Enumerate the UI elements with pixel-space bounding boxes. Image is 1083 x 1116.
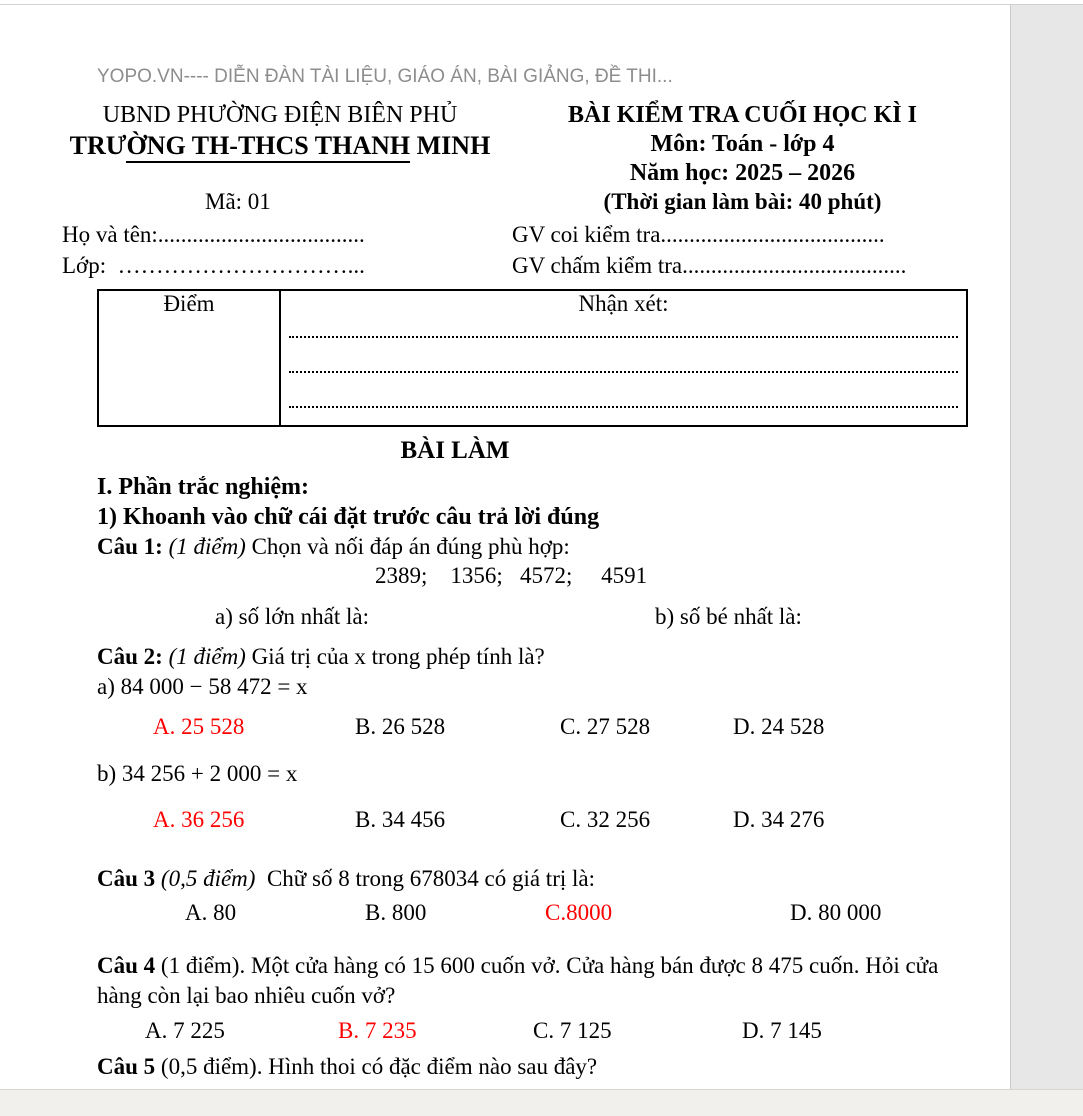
comment-dotted-line — [289, 317, 958, 338]
option-c: C.8000 — [545, 900, 613, 925]
question-4 — [97, 951, 972, 1011]
question-5 — [97, 1052, 972, 1082]
document-page — [0, 5, 1011, 1089]
header-left-block — [20, 100, 540, 216]
instruction-line: 1) Khoanh vào chữ cái đặt trước câu trả lời đúng — [97, 504, 600, 530]
question-1 — [97, 532, 972, 562]
header-right-block — [540, 100, 945, 216]
info-row-1 — [0, 219, 1010, 250]
score-table — [97, 289, 968, 427]
viewer-bottom-bar — [0, 1089, 1083, 1116]
school-name-underlined: ỜNG TH-THCS THANH — [126, 131, 410, 163]
school-name — [20, 130, 540, 162]
student-class-line: Lớp: …………………………... — [62, 253, 365, 278]
question-3-options — [185, 898, 1010, 928]
question-1-part-a: a) số lớn nhất là: — [215, 604, 369, 629]
question-3-label: Câu 3 — [97, 866, 156, 891]
exam-duration: (Thời gian làm bài: 40 phút) — [603, 189, 882, 214]
option-d: D. 24 528 — [733, 714, 825, 739]
question-2b-options — [153, 805, 1010, 835]
question-2-part-a: a) 84 000 − 58 472 = x — [97, 674, 308, 699]
school-year: Năm học: 2025 – 2026 — [629, 160, 856, 186]
info-row-2 — [0, 250, 1010, 281]
question-4-options — [145, 1016, 1010, 1046]
org-name: UBND PHƯỜNG ĐIỆN BIÊN PHỦ — [102, 102, 458, 128]
question-2-part-b: b) 34 256 + 2 000 = x — [97, 761, 298, 786]
option-a: A. 25 528 — [153, 714, 245, 739]
question-1-points: (1 điểm) — [162, 534, 246, 559]
question-1-text: Chọn và nối đáp án đúng phù hợp: — [245, 534, 570, 559]
question-2-label: Câu 2: — [97, 644, 163, 669]
question-3-points: (0,5 điểm) — [155, 866, 256, 891]
student-name-line: Họ và tên:.................................... — [62, 222, 365, 247]
question-1-parts — [215, 602, 1010, 632]
school-name-post: MINH — [410, 131, 491, 160]
option-b: B. 34 456 — [355, 807, 446, 832]
option-c: C. 7 125 — [533, 1018, 612, 1043]
question-2 — [97, 642, 972, 672]
school-name-pre: TRƯ — [69, 131, 127, 160]
option-a: A. 80 — [185, 900, 237, 925]
option-a: A. 7 225 — [145, 1018, 225, 1043]
comment-cell — [280, 290, 967, 426]
comment-dotted-line — [289, 338, 958, 373]
question-5-label: Câu 5 — [97, 1054, 156, 1079]
question-4-label: Câu 4 — [97, 953, 156, 978]
question-5-text: (0,5 điểm). Hình thoi có đặc điểm nào sau đây? — [155, 1054, 598, 1079]
exam-subject: Môn: Toán - lớp 4 — [650, 131, 835, 157]
student-info-block — [0, 219, 1010, 281]
question-1-label: Câu 1: — [97, 534, 163, 559]
option-b: B. 26 528 — [355, 714, 446, 739]
option-b: B. 800 — [365, 900, 427, 925]
option-d: D. 80 000 — [790, 900, 882, 925]
work-title: BÀI LÀM — [400, 437, 510, 464]
question-3-text: Chữ số 8 trong 678034 có giá trị là: — [255, 866, 595, 891]
section-title: I. Phần trắc nghiệm: — [97, 474, 309, 500]
invigilator-line: GV coi kiểm tra....................................... — [512, 222, 885, 247]
question-2a-options — [153, 712, 1010, 742]
option-d: D. 7 145 — [742, 1018, 822, 1043]
score-cell — [98, 290, 280, 426]
option-a: A. 36 256 — [153, 807, 245, 832]
grader-line: GV chấm kiểm tra....................................... — [512, 253, 907, 278]
option-b: B. 7 235 — [338, 1018, 417, 1043]
viewer-right-margin — [1011, 5, 1083, 1089]
question-3 — [97, 864, 972, 894]
score-label: Điểm — [163, 291, 215, 316]
question-4-text: (1 điểm). Một cửa hàng có 15 600 cuốn vở. Cửa hàng bán được 8 475 cuốn. Hỏi cửa hàng còn lại bao nhiêu cuốn vở? — [97, 953, 945, 1008]
question-2-text: Giá trị của x trong phép tính là? — [245, 644, 545, 669]
question-1-part-b: b) số bé nhất là: — [655, 604, 802, 629]
watermark-text: YOPO.VN---- DIỄN ĐÀN TÀI LIỆU, GIÁO ÁN, BÀI GIẢNG, ĐỀ THI... — [97, 66, 673, 87]
exam-code: Mã: 01 — [205, 189, 271, 214]
option-c: C. 27 528 — [560, 714, 651, 739]
question-1-numbers: 2389; 1356; 4572; 4591 — [375, 563, 648, 588]
comment-label: Nhận xét: — [578, 291, 669, 316]
comment-dotted-line — [289, 373, 958, 408]
question-2-points: (1 điểm) — [162, 644, 246, 669]
option-d: D. 34 276 — [733, 807, 825, 832]
exam-header — [0, 100, 1010, 216]
exam-title: BÀI KIỂM TRA CUỐI HỌC KÌ I — [568, 102, 917, 128]
option-c: C. 32 256 — [560, 807, 651, 832]
